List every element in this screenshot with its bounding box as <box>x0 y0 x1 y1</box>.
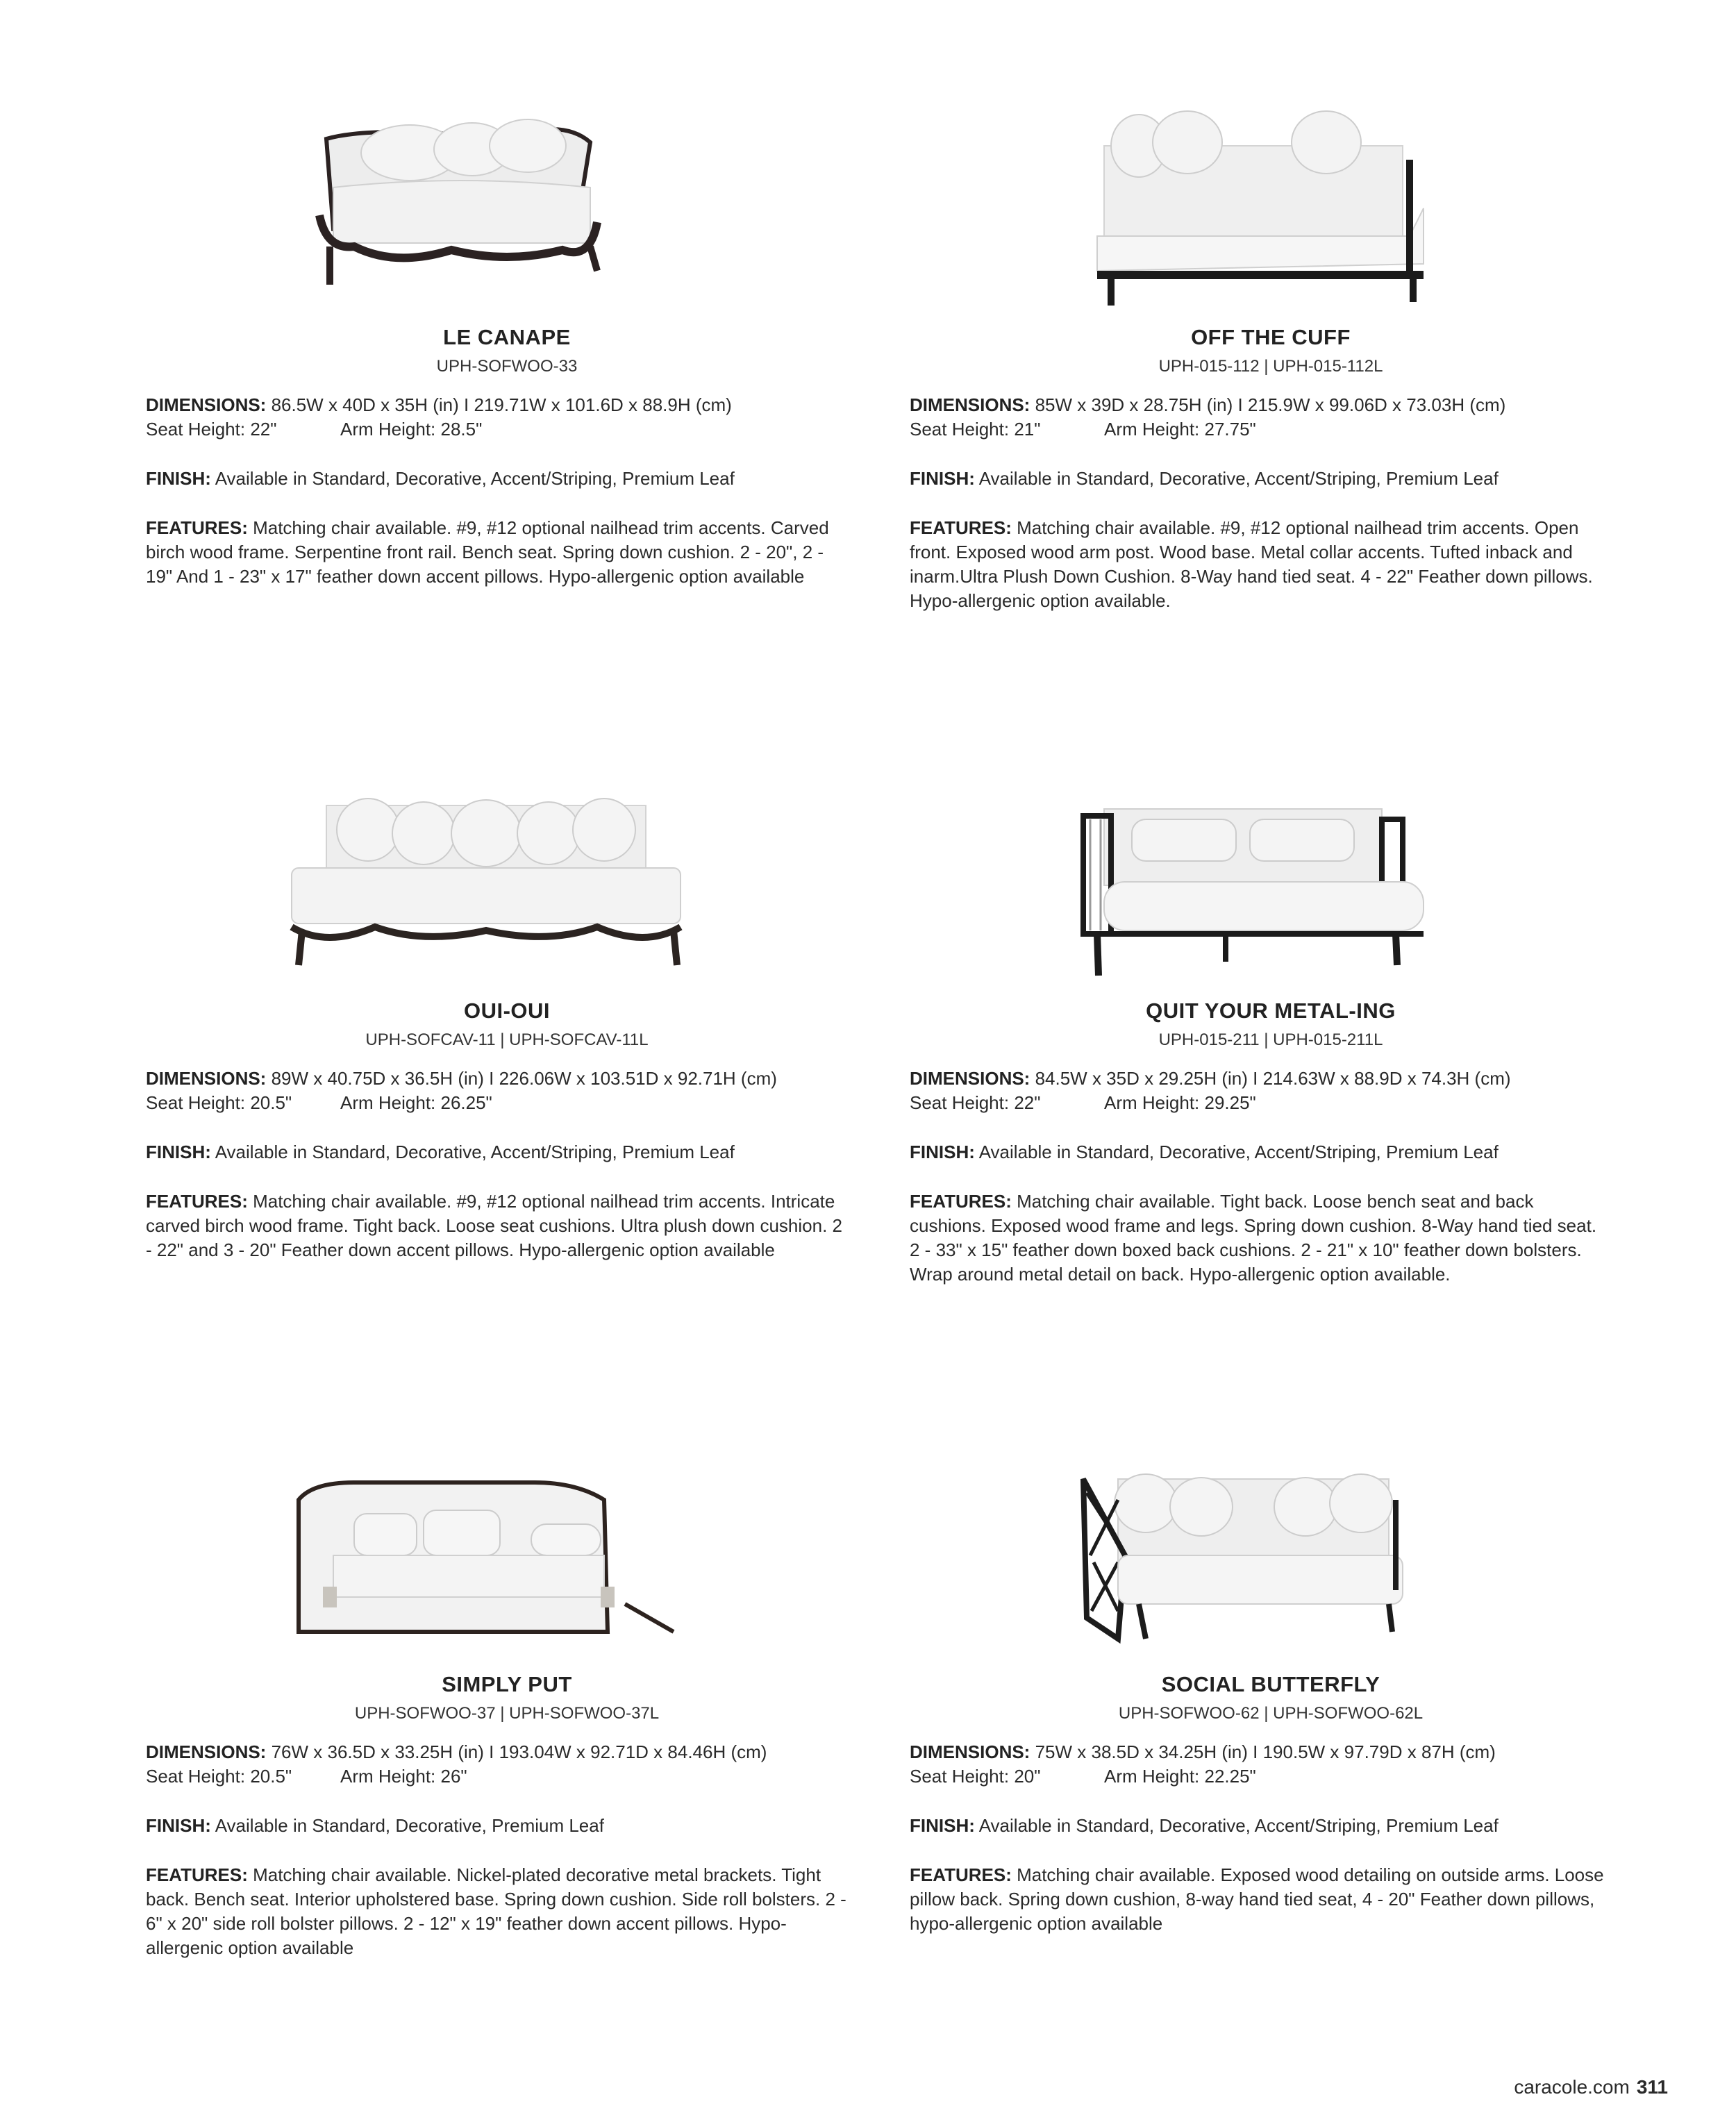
seat-height: Seat Height: 22" <box>910 1092 1041 1113</box>
product-sku: UPH-015-112 | UPH-015-112L <box>1158 357 1383 376</box>
dimensions-label: DIMENSIONS: <box>910 394 1030 415</box>
product-specs <box>146 393 847 589</box>
product-simply-put <box>146 1451 846 1960</box>
finish-value: Available in Standard, Decorative, Accent/Striping, Premium Leaf <box>978 1142 1499 1162</box>
product-sku: UPH-SOFWOO-37 | UPH-SOFWOO-37L <box>354 1704 660 1723</box>
product-off-the-cuff <box>910 104 1604 613</box>
product-social-butterfly <box>910 1451 1604 1936</box>
sofa-image-social-butterfly <box>910 1451 1604 1653</box>
product-specs <box>146 1067 847 1262</box>
finish-value: Available in Standard, Decorative, Accent/Striping, Premium Leaf <box>215 468 735 489</box>
features-value: Matching chair available. Nickel-plated decorative metal brackets. Tight back. Bench seat. Interior upholstered base. Spring down cushion. Side roll bolsters. 2 - 6" x 20" side roll bolster pillows. 2 - 12" x 19" feather down accent pillows. Hypo-allergenic option available <box>146 1864 846 1958</box>
finish-label: FINISH: <box>910 1142 975 1162</box>
product-name: LE CANAPE <box>443 325 571 349</box>
dimensions-value: 86.5W x 40D x 35H (in) I 219.71W x 101.6D x 88.9H (cm) <box>271 394 732 415</box>
finish-value: Available in Standard, Decorative, Accent/Striping, Premium Leaf <box>215 1142 735 1162</box>
sofa-image-oui-oui <box>146 778 840 979</box>
product-name: OFF THE CUFF <box>1191 325 1351 349</box>
product-sku: UPH-015-211 | UPH-015-211L <box>1158 1030 1383 1049</box>
product-name: QUIT YOUR METAL-ING <box>1146 999 1396 1023</box>
features-value: Matching chair available. #9, #12 optional nailhead trim accents. Carved birch wood frame. Serpentine front rail. Bench seat. Spring down cushion. 2 - 20", 2 - 19" And 1 - 23" x 17" feather down accent pillows. Hypo-allergenic option available <box>146 517 829 587</box>
product-name: SIMPLY PUT <box>442 1672 572 1696</box>
product-sku: UPH-SOFCAV-11 | UPH-SOFCAV-11L <box>365 1030 649 1049</box>
seat-height: Seat Height: 21" <box>910 419 1041 440</box>
product-specs <box>910 1740 1611 1936</box>
sofa-image-le-canape <box>146 104 840 306</box>
finish-value: Available in Standard, Decorative, Accent/Striping, Premium Leaf <box>978 1815 1499 1836</box>
dimensions-label: DIMENSIONS: <box>146 394 267 415</box>
dimensions-label: DIMENSIONS: <box>146 1068 267 1089</box>
product-le-canape <box>146 104 840 589</box>
features-value: Matching chair available. #9, #12 optional nailhead trim accents. Intricate carved birch wood frame. Tight back. Loose seat cushions. Ultra plush down cushion. 2 - 22" and 3 - 20" Feather down accent pillows. Hypo-allergenic option available <box>146 1191 842 1260</box>
page-footer <box>1514 2076 1668 2098</box>
dimensions-value: 89W x 40.75D x 36.5H (in) I 226.06W x 103.51D x 92.71H (cm) <box>271 1068 777 1089</box>
finish-label: FINISH: <box>910 1815 975 1836</box>
features-value: Matching chair available. Exposed wood detailing on outside arms. Loose pillow back. Spring down cushion, 8-way hand tied seat, 4 - 20" Feather down pillows, hypo-allergenic option available <box>910 1864 1604 1934</box>
product-specs <box>910 393 1611 613</box>
product-specs <box>910 1067 1611 1287</box>
product-sku: UPH-SOFWOO-62 | UPH-SOFWOO-62L <box>1118 1704 1424 1723</box>
dimensions-value: 84.5W x 35D x 29.25H (in) I 214.63W x 88.9D x 74.3H (cm) <box>1035 1068 1511 1089</box>
arm-height: Arm Height: 26.25" <box>340 1092 492 1113</box>
seat-height: Seat Height: 20.5" <box>146 1766 292 1787</box>
product-specs <box>146 1740 847 1960</box>
finish-value: Available in Standard, Decorative, Accent/Striping, Premium Leaf <box>978 468 1499 489</box>
dimensions-label: DIMENSIONS: <box>910 1741 1030 1762</box>
seat-height: Seat Height: 22" <box>146 419 277 440</box>
dimensions-value: 76W x 36.5D x 33.25H (in) I 193.04W x 92.71D x 84.46H (cm) <box>271 1741 767 1762</box>
arm-height: Arm Height: 28.5" <box>340 419 483 440</box>
sofa-image-simply-put <box>146 1451 840 1653</box>
arm-height: Arm Height: 27.75" <box>1104 419 1256 440</box>
features-label: FEATURES: <box>910 1191 1012 1212</box>
product-name: OUI-OUI <box>463 999 551 1023</box>
finish-label: FINISH: <box>146 1815 211 1836</box>
page-number: 311 <box>1636 2076 1668 2098</box>
sofa-image-off-the-cuff <box>910 104 1604 306</box>
sofa-image-quit-your-metal-ing <box>910 778 1604 979</box>
features-value: Matching chair available. #9, #12 optional nailhead trim accents. Open front. Exposed wood arm post. Wood base. Metal collar accents. Tufted inback and inarm.Ultra Plush Down Cushion. 8-Way hand tied seat. 4 - 22" Feather down pillows. Hypo-allergenic option available. <box>910 517 1593 611</box>
footer-site: caracole.com <box>1514 2076 1630 2098</box>
features-label: FEATURES: <box>146 517 248 538</box>
product-oui-oui <box>146 778 840 1262</box>
arm-height: Arm Height: 29.25" <box>1104 1092 1256 1113</box>
dimensions-label: DIMENSIONS: <box>146 1741 267 1762</box>
features-value: Matching chair available. Tight back. Loose bench seat and back cushions. Exposed wood frame and legs. Spring down cushion. 8-Way hand tied seat. 2 - 33" x 15" feather down boxed back cushions. 2 - 21" x 10" feather down bolsters. Wrap around metal detail on back. Hypo-allergenic option available. <box>910 1191 1597 1285</box>
features-label: FEATURES: <box>146 1864 248 1885</box>
seat-height: Seat Height: 20.5" <box>146 1092 292 1113</box>
features-label: FEATURES: <box>146 1191 248 1212</box>
finish-value: Available in Standard, Decorative, Premium Leaf <box>215 1815 604 1836</box>
dimensions-value: 85W x 39D x 28.75H (in) I 215.9W x 99.06D x 73.03H (cm) <box>1035 394 1506 415</box>
arm-height: Arm Height: 26" <box>340 1766 467 1787</box>
finish-label: FINISH: <box>910 468 975 489</box>
arm-height: Arm Height: 22.25" <box>1104 1766 1256 1787</box>
features-label: FEATURES: <box>910 517 1012 538</box>
product-sku: UPH-SOFWOO-33 <box>436 357 578 376</box>
dimensions-value: 75W x 38.5D x 34.25H (in) I 190.5W x 97.79D x 87H (cm) <box>1035 1741 1496 1762</box>
product-name: SOCIAL BUTTERFLY <box>1161 1672 1380 1696</box>
finish-label: FINISH: <box>146 1142 211 1162</box>
product-quit-your-metal-ing <box>910 778 1604 1287</box>
finish-label: FINISH: <box>146 468 211 489</box>
seat-height: Seat Height: 20" <box>910 1766 1041 1787</box>
dimensions-label: DIMENSIONS: <box>910 1068 1030 1089</box>
features-label: FEATURES: <box>910 1864 1012 1885</box>
